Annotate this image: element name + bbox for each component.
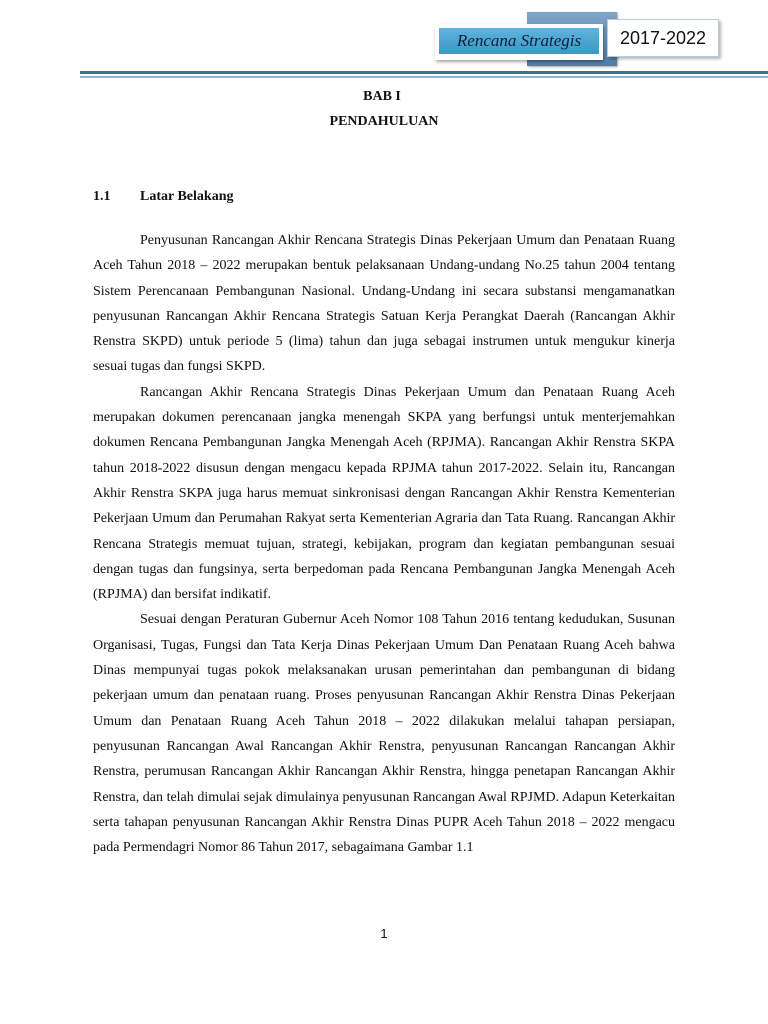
header-doc-label-box [435, 24, 603, 60]
body-text [93, 228, 675, 860]
section-title: Latar Belakang [140, 189, 234, 204]
page-number: 1 [380, 926, 388, 941]
chapter-title: PENDAHULUAN [329, 114, 439, 129]
section-number: 1.1 [93, 189, 111, 204]
section-heading [93, 189, 233, 205]
header-period: 2017-2022 [607, 19, 719, 57]
chapter-number: BAB I [363, 89, 401, 104]
header-rule [80, 71, 768, 81]
header-doc-label: Rencana Strategis [439, 28, 599, 54]
paragraph: Rancangan Akhir Rencana Strategis Dinas Pekerjaan Umum dan Penataan Ruang Aceh merupakan dokumen perencanaan jangka menengah SKPA yang berfungsi untuk menterjemahkan dokumen Rencana Pembangunan Jangka Menengah Aceh (RPJMA). Rancangan Akhir Renstra SKPA tahun 2018-2022 disusun dengan mengacu kepada RPJMA tahun 2017-2022. Selain itu, Rancangan Akhir Renstra SKPA juga harus memuat sinkronisasi dengan Rancangan Akhir Renstra Kementerian Pekerjaan Umum dan Perumahan Rakyat serta Kementerian Agraria dan Tata Ruang. Rancangan Akhir Rencana Strategis memuat tujuan, strategi, kebijakan, program dan kegiatan pembangunan sesuai dengan tugas dan fungsinya, serta berpedoman pada Rencana Pembangunan Jangka Menengah Aceh (RPJMA) dan bersifat indikatif. [93, 384, 675, 603]
header-rule-light [80, 76, 768, 78]
header-rule-dark [80, 71, 768, 74]
paragraph: Penyusunan Rancangan Akhir Rencana Strategis Dinas Pekerjaan Umum dan Penataan Ruang Aceh Tahun 2018 – 2022 merupakan bentuk pelaksanaan Undang-undang No.25 tahun 2004 tentang Sistem Perencanaan Pembangunan Nasional. Undang-Undang ini secara substansi mengamanatkan penyusunan Rancangan Akhir Rencana Strategis Satuan Kerja Perangkat Daerah (Rancangan Akhir Renstra SKPD) untuk periode 5 (lima) tahun dan juga sebagai instrumen untuk mengukur kinerja sesuai tugas dan fungsi SKPD. [93, 233, 675, 375]
paragraph: Sesuai dengan Peraturan Gubernur Aceh Nomor 108 Tahun 2016 tentang kedudukan, Susunan Organisasi, Tugas, Fungsi dan Tata Kerja Dinas Pekerjaan Umum Dan Penataan Ruang Aceh bahwa Dinas mempunyai tugas pokok melaksanakan urusan pemerintahan dan pembangunan di bidang pekerjaan umum dan penataan ruang. Proses penyusunan Rancangan Akhir Renstra Dinas Pekerjaan Umum dan Penataan Ruang Aceh Tahun 2018 – 2022 dilakukan melalui tahapan persiapan, penyusunan Rancangan Awal Rancangan Akhir Renstra, penyusunan Rancangan Rancangan Akhir Renstra, perumusan Rancangan Akhir Rancangan Akhir Renstra, hingga penetapan Rancangan Akhir Renstra, dan telah dimulai sejak dimulainya penyusunan Rancangan Awal RPJMD. Adapun Keterkaitan serta tahapan penyusunan Rancangan Akhir Renstra Dinas PUPR Aceh Tahun 2018 – 2022 mengacu pada Permendagri Nomor 86 Tahun 2017, sebagaimana Gambar 1.1 [93, 612, 675, 856]
